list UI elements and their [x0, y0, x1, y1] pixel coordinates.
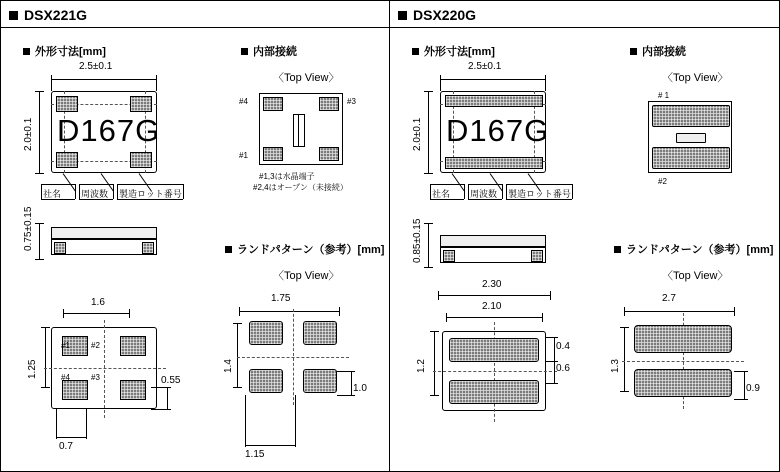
callout-leader: [452, 173, 465, 192]
bullet-square-icon: [241, 48, 248, 55]
land-pad-4: [62, 380, 88, 400]
section-label: 内部接続: [253, 46, 297, 58]
underline: [506, 199, 572, 200]
crystal-electrode-center: [676, 133, 706, 143]
underline: [430, 199, 464, 200]
dim-tick: [233, 387, 242, 388]
edge-pad-top: [445, 95, 543, 107]
panel-dsx220g: [390, 1, 779, 471]
dim-line-left: [39, 91, 40, 173]
dim-land-w-inner-right: 2.10: [482, 301, 502, 312]
ext-line: [734, 371, 748, 372]
panel-dsx221g: [1, 1, 390, 471]
dim-tick: [35, 91, 44, 92]
crystal-electrode: [293, 114, 294, 146]
dim-land-pad-h1-right: 0.4: [556, 341, 570, 352]
dim-line: [434, 331, 435, 395]
dim-tick: [734, 307, 735, 316]
side-view-body-left: [51, 239, 157, 255]
topview-label-land-left: 〈Top View〉: [273, 270, 340, 282]
dim-line: [45, 327, 46, 387]
dim-tick: [35, 223, 44, 224]
underline: [506, 184, 572, 185]
panel-title-text: DSX221G: [24, 7, 88, 23]
dim-line: [237, 323, 238, 387]
internal-pad-top: [652, 105, 730, 127]
box-edge: [572, 184, 573, 199]
land-pad-bottom: [449, 380, 539, 404]
box-edge: [117, 184, 118, 199]
box-edge: [502, 184, 503, 199]
ext-line: [546, 383, 558, 384]
internal-pad-4: [263, 97, 283, 111]
dim-tick: [424, 91, 433, 92]
section-label: 外形寸法[mm]: [424, 46, 495, 58]
section-label: 内部接続: [642, 46, 686, 58]
section-label: 外形寸法[mm]: [35, 46, 106, 58]
ref-land-pad-2: [303, 321, 337, 345]
ext-line: [151, 409, 171, 410]
internal-pin-1: #1: [239, 151, 248, 160]
section-outline-dims-right: [412, 43, 495, 59]
ext-line: [156, 79, 157, 91]
internal-pin-1-right: # 1: [658, 91, 670, 100]
dim-tick: [542, 313, 543, 322]
callout-frequency: 周波数: [81, 189, 109, 199]
dim-tick: [424, 267, 433, 268]
title-divider: [390, 27, 779, 28]
internal-note-2: #2,4はオープン（未接続）: [253, 183, 348, 192]
dim-line: [744, 371, 745, 399]
callout-lot: 製造ロット番号: [119, 189, 182, 199]
dim-land-w-outer-right: 2.30: [482, 279, 502, 290]
box-edge: [468, 184, 469, 199]
box-edge: [41, 184, 42, 199]
dim-line: [245, 445, 295, 446]
dim-line: [351, 371, 352, 395]
dim-side-height-right: 0.85±0.15: [412, 218, 423, 263]
crystal-electrode-top: [293, 114, 305, 115]
box-edge: [79, 184, 80, 199]
land-pad-top: [449, 338, 539, 362]
dim-tick: [35, 173, 44, 174]
dim-tick: [620, 327, 629, 328]
dim-line: [624, 327, 625, 391]
ext-line: [51, 79, 52, 91]
dim-height-left: 2.0±0.1: [23, 117, 34, 151]
dim-tick: [620, 391, 629, 392]
dim-line-side: [428, 223, 429, 267]
ref-land-pad-top: [634, 325, 732, 353]
underline: [468, 184, 502, 185]
land-pad-3: [120, 380, 146, 400]
internal-pad-3: [319, 97, 339, 111]
bullet-square-icon: [398, 11, 407, 20]
side-pad: [142, 242, 154, 254]
internal-note-1: #1,3は水晶端子: [259, 172, 315, 181]
dim-ref-w-left: 1.75: [271, 293, 291, 304]
bullet-square-icon: [614, 246, 621, 253]
underline: [117, 184, 183, 185]
section-label: ランドパターン（参考）[mm]: [626, 244, 774, 256]
center-line: [237, 357, 349, 358]
dim-side-height-left: 0.75±0.15: [23, 206, 34, 251]
side-view-lid-left: [51, 227, 157, 239]
dim-ref-h-left: 1.4: [223, 359, 234, 373]
panel-title-dsx221g: [9, 7, 87, 23]
center-line: [622, 361, 744, 362]
dim-ref-pad-w-left: 1.15: [245, 449, 265, 460]
internal-connection-body-left: [259, 93, 343, 165]
ext-line: [546, 337, 558, 338]
internal-pad-1: [263, 147, 283, 161]
ext-line: [337, 371, 355, 372]
ext-line: [151, 387, 171, 388]
underline: [41, 199, 75, 200]
dim-height-left-right: 2.0±0.1: [412, 117, 423, 151]
dim-tick: [41, 387, 50, 388]
underline: [41, 184, 75, 185]
title-divider: [1, 27, 389, 28]
side-pad: [443, 250, 455, 262]
dim-line-side: [39, 223, 40, 259]
corner-pad: [130, 152, 152, 168]
callout-leader: [63, 173, 76, 192]
internal-pin-2-right: #2: [658, 177, 667, 186]
dim-tick: [239, 307, 240, 316]
dim-line: [63, 313, 129, 314]
center-line: [433, 371, 557, 372]
box-edge: [430, 184, 431, 199]
dim-line: [446, 317, 542, 318]
dim-ref-h-right: 1.3: [610, 359, 621, 373]
ref-land-pad-1: [249, 321, 283, 345]
ext-line: [545, 79, 546, 91]
internal-pad-2: [319, 147, 339, 161]
box-edge: [464, 184, 465, 199]
dim-land-h-left: 1.25: [27, 359, 38, 379]
edge-pad-bottom: [445, 157, 543, 169]
ext-line: [245, 395, 246, 447]
center-line: [104, 320, 105, 418]
internal-pin-4: #4: [239, 97, 248, 106]
dim-tick: [438, 291, 439, 300]
dim-tick: [446, 313, 447, 322]
dim-ref-w-right: 2.7: [662, 293, 676, 304]
pin-label-2: #2: [91, 341, 100, 350]
section-outline-dims-left: [23, 43, 106, 59]
package-marking-left: D167G: [57, 113, 161, 148]
dim-line: [624, 311, 734, 312]
ext-line: [56, 409, 57, 439]
pin-label-3: #3: [91, 373, 100, 382]
dim-land-pad-w-left: 0.7: [59, 441, 73, 452]
dim-tick: [550, 291, 551, 300]
side-view-lid-right: [440, 235, 546, 247]
ref-land-pad-bottom: [634, 369, 732, 397]
internal-pin-3: #3: [347, 97, 356, 106]
package-bottom-view-right: [442, 331, 546, 411]
dim-tick: [233, 323, 242, 324]
ref-land-pad-3: [303, 369, 337, 393]
section-internal-right: [630, 43, 686, 59]
ext-line: [734, 399, 748, 400]
package-marking-right: D167G: [446, 113, 550, 148]
center-line: [44, 368, 166, 369]
side-view-body-right: [440, 247, 546, 263]
box-edge: [75, 184, 76, 199]
dim-line: [167, 387, 168, 409]
panel-title-text: DSX220G: [413, 7, 477, 23]
callout-company: 社名: [43, 189, 62, 199]
panel-title-dsx220g: [398, 7, 476, 23]
topview-label-land-right: 〈Top View〉: [662, 270, 729, 282]
box-edge: [183, 184, 184, 199]
dim-land-w-left: 1.6: [91, 297, 105, 308]
dim-ref-pad-h-left: 1.0: [353, 383, 367, 394]
internal-connection-body-right: [648, 101, 732, 173]
dim-tick: [430, 395, 439, 396]
land-pattern-group-left: [247, 319, 339, 395]
box-edge: [506, 184, 507, 199]
section-label: ランドパターン（参考）[mm]: [237, 244, 385, 256]
dim-tick: [424, 173, 433, 174]
section-land-right: [614, 241, 773, 257]
land-pattern-group-right: [632, 323, 734, 399]
dim-tick: [129, 309, 130, 318]
dim-line: [554, 361, 555, 383]
section-land-left: [225, 241, 384, 257]
dim-tick: [624, 307, 625, 316]
dim-line-left: [428, 91, 429, 173]
underline: [117, 199, 183, 200]
underline: [468, 199, 502, 200]
dim-width-top-left: 2.5±0.1: [79, 61, 113, 72]
dim-tick: [63, 309, 64, 318]
dim-tick: [35, 259, 44, 260]
dim-ref-pad-h-right: 0.9: [746, 383, 760, 394]
dim-line: [554, 337, 555, 361]
dim-tick: [430, 331, 439, 332]
dim-tick: [424, 223, 433, 224]
topview-label-internal-left: 〈Top View〉: [273, 72, 340, 84]
underline: [79, 184, 113, 185]
topview-label-internal-right: 〈Top View〉: [662, 72, 729, 84]
dim-tick: [41, 327, 50, 328]
ext-line: [546, 361, 558, 362]
center-line: [494, 322, 495, 422]
callout-lot: 製造ロット番号: [508, 189, 571, 199]
side-pad: [531, 250, 543, 262]
ext-line: [86, 409, 87, 439]
bullet-square-icon: [9, 11, 18, 20]
bullet-square-icon: [23, 48, 30, 55]
corner-pad: [56, 152, 78, 168]
land-pad-2: [120, 336, 146, 356]
underline: [430, 184, 464, 185]
bullet-square-icon: [412, 48, 419, 55]
dim-line-top: [440, 79, 545, 80]
bullet-square-icon: [630, 48, 637, 55]
underline: [79, 199, 113, 200]
callout-frequency: 周波数: [470, 189, 498, 199]
dim-line: [56, 437, 86, 438]
bullet-square-icon: [225, 246, 232, 253]
crystal-electrode-bottom: [293, 146, 305, 147]
internal-pad-bottom: [652, 147, 730, 169]
ref-land-pad-4: [249, 369, 283, 393]
package-bottom-view-left: [51, 327, 157, 409]
corner-pad: [56, 96, 78, 112]
box-edge: [113, 184, 114, 199]
callout-company: 社名: [432, 189, 451, 199]
dim-tick: [339, 307, 340, 316]
ext-line: [295, 395, 296, 447]
dim-land-pad-h2-right: 0.6: [556, 363, 570, 374]
section-internal-left: [241, 43, 297, 59]
dim-line: [239, 311, 339, 312]
dim-land-h-right: 1.2: [416, 359, 427, 373]
side-pad: [54, 242, 66, 254]
dim-line-top: [51, 79, 156, 80]
pin-label-1: #1: [61, 341, 70, 350]
dim-line: [438, 295, 550, 296]
crystal-electrode: [298, 114, 299, 146]
ext-line: [440, 79, 441, 91]
crystal-electrode: [304, 114, 305, 146]
ext-line: [337, 395, 355, 396]
dim-width-top-right: 2.5±0.1: [468, 61, 502, 72]
corner-pad: [130, 96, 152, 112]
pin-label-4: #4: [61, 373, 70, 382]
dim-land-pad-h-left: 0.55: [161, 375, 181, 386]
